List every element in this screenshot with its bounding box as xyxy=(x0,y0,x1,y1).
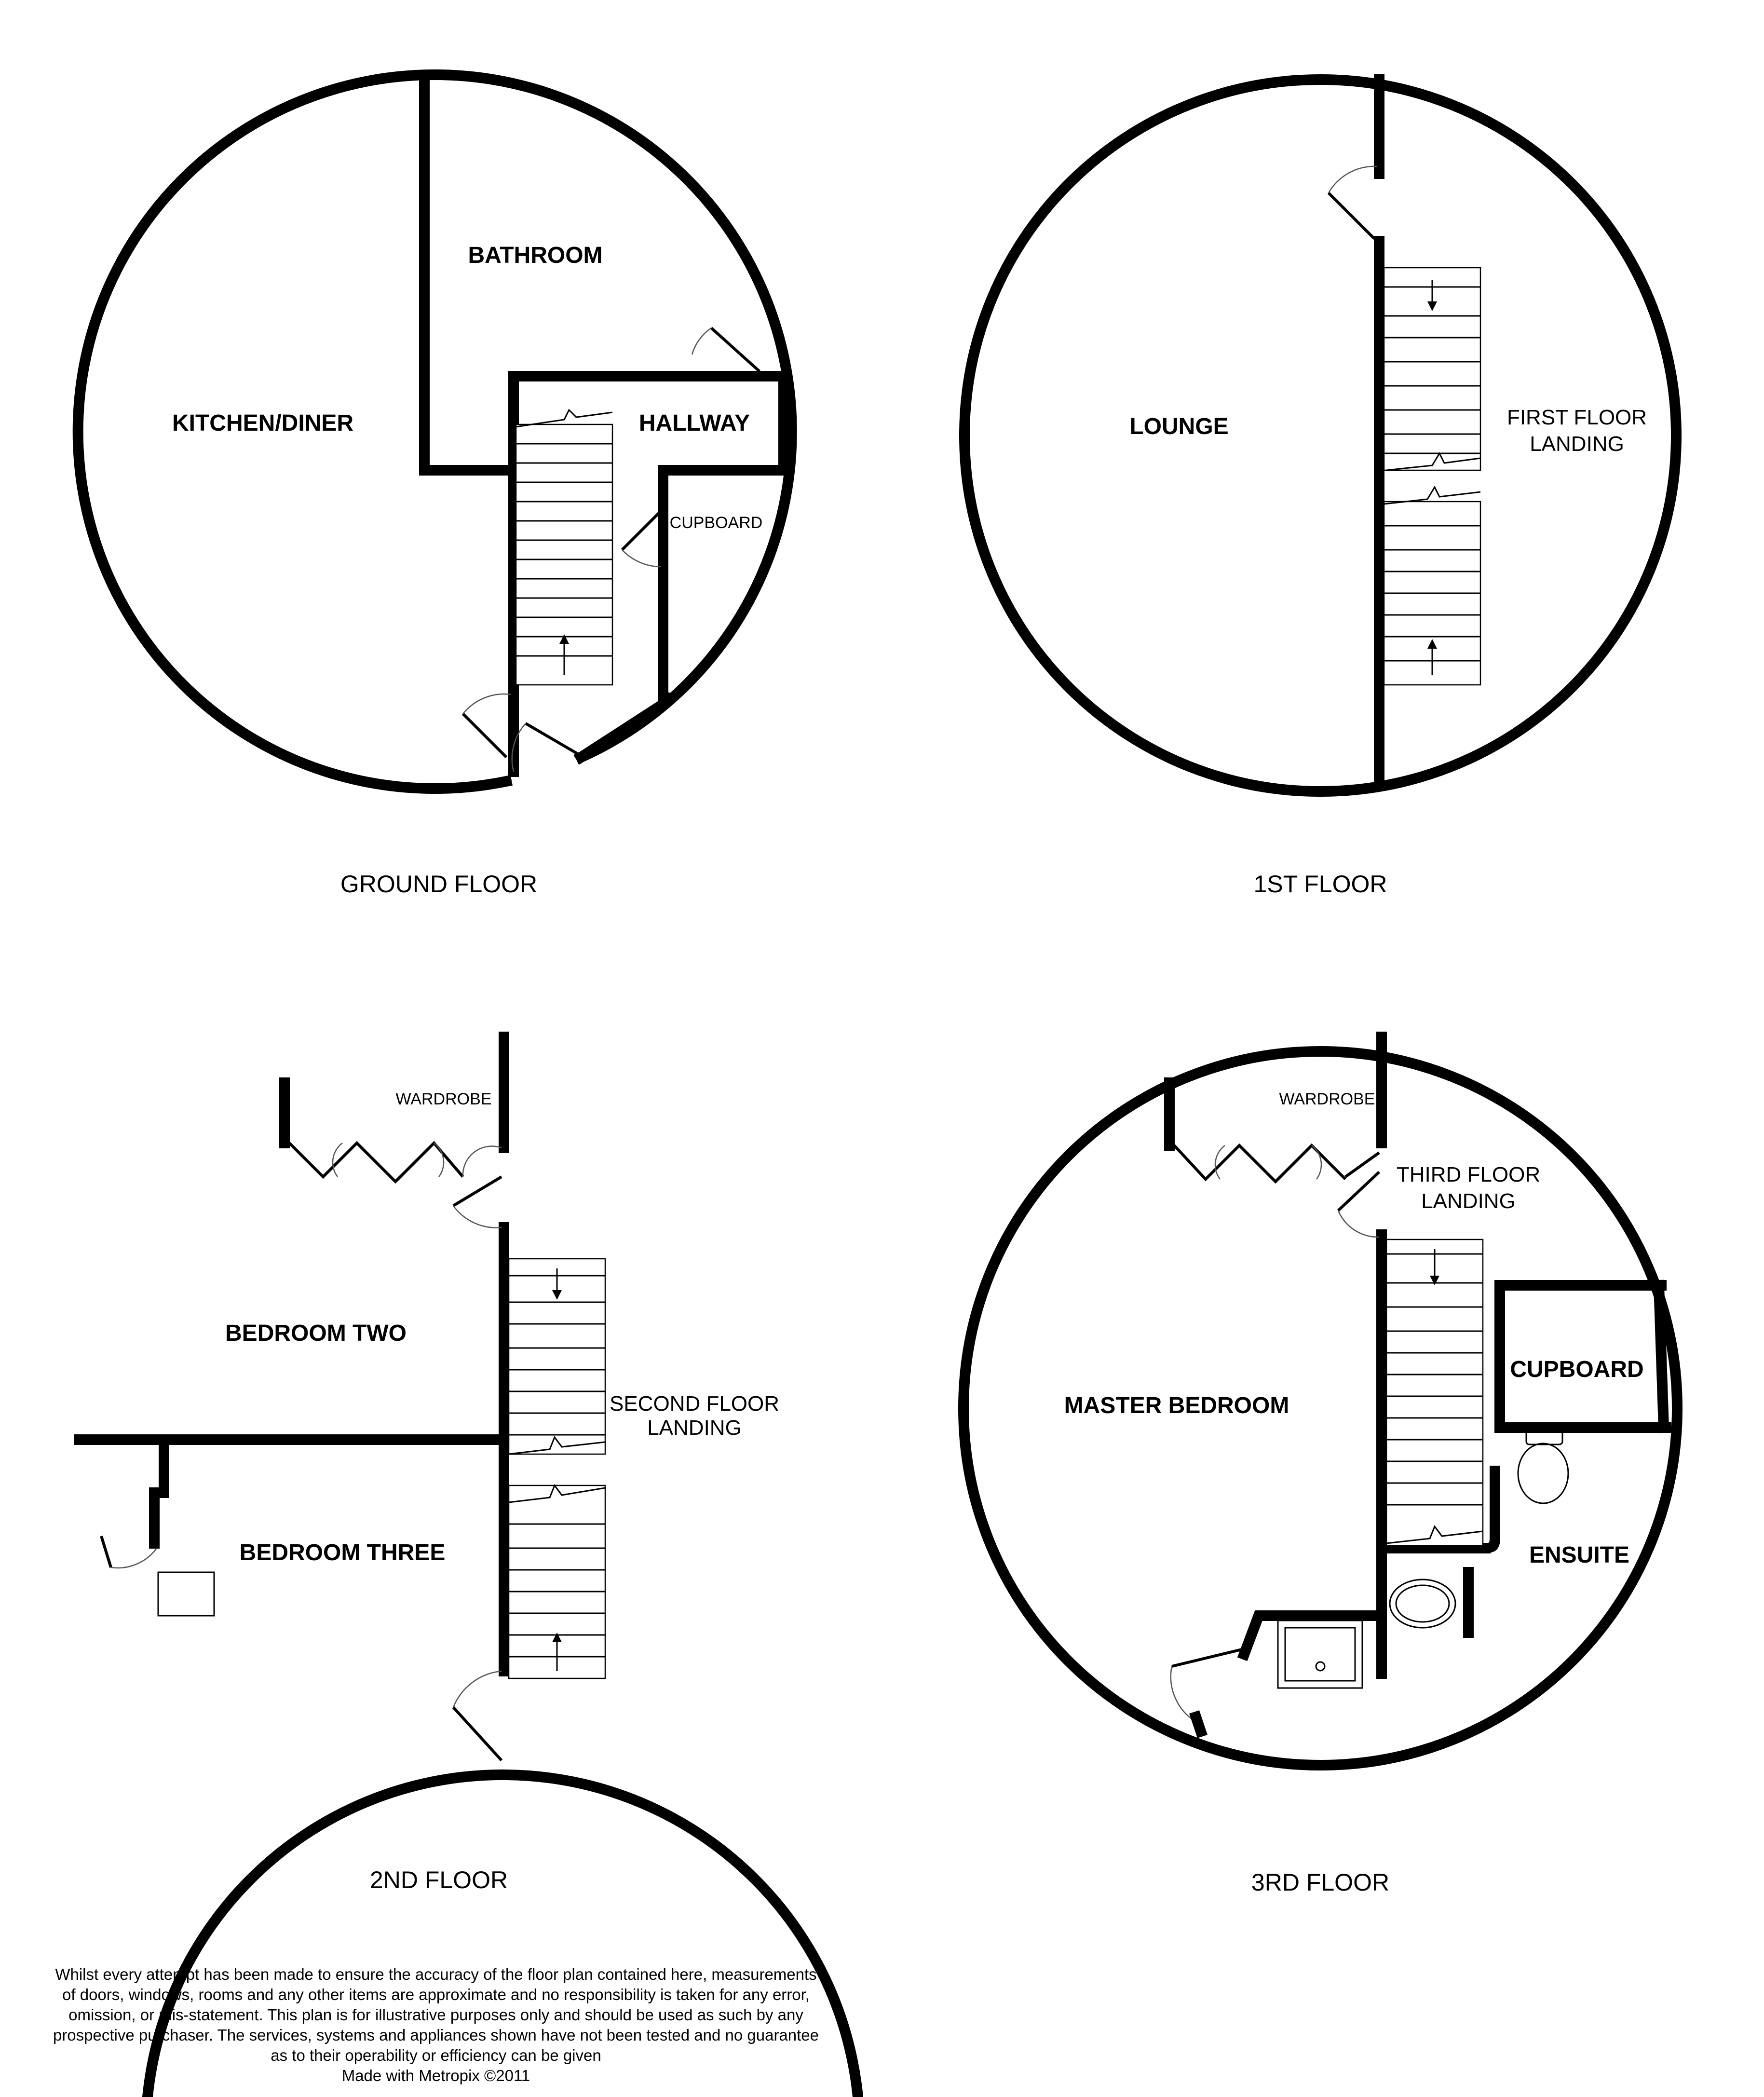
disclaimer-credit: Made with Metropix ©2011 xyxy=(341,2067,530,2084)
wardrobe-label-2: WARDROBE xyxy=(395,1090,492,1108)
lounge-label: LOUNGE xyxy=(1129,414,1229,439)
wardrobe-label-3: WARDROBE xyxy=(1279,1090,1375,1108)
disclaimer-line: prospective purchaser. The services, systems and appliances shown have not been tested and no guarantee xyxy=(53,2026,819,2044)
first-floor-plan xyxy=(964,80,1676,898)
kitchen-diner-label: KITCHEN/DINER xyxy=(172,410,354,436)
disclaimer-line: Whilst every attempt has been made to ensure the accuracy of the floor plan contained here, measurements xyxy=(55,1965,817,1983)
disclaimer-line: as to their operability or efficiency can be given xyxy=(271,2046,601,2064)
disclaimer-line: omission, or mis-statement. This plan is for illustrative purposes only and should be used as such by any xyxy=(68,2006,803,2024)
wardrobe-doors-2 xyxy=(289,1143,502,1182)
bedroom-two-label: BEDROOM TWO xyxy=(225,1321,407,1346)
disclaimer-line: of doors, windows, rooms and any other items are approximate and no responsibility is taken for any error, xyxy=(62,1986,810,2003)
bedroom-three-label: BEDROOM THREE xyxy=(239,1540,446,1566)
third-floor-plan xyxy=(963,1037,1677,1896)
ground-floor-plan xyxy=(78,75,792,898)
master-bedroom-label: MASTER BEDROOM xyxy=(1064,1393,1289,1418)
cupboard-label-3: CUPBOARD xyxy=(1510,1357,1644,1382)
second-floor-plan xyxy=(80,1037,860,2097)
second-floor-stairs xyxy=(509,1259,605,1678)
first-floor-stairs xyxy=(1384,268,1480,685)
second-floor-landing-label-1: SECOND FLOOR xyxy=(609,1392,780,1416)
second-floor-landing-label-2: LANDING xyxy=(647,1416,742,1440)
third-floor-title: 3RD FLOOR xyxy=(1251,1869,1390,1896)
third-floor-landing-label-2: LANDING xyxy=(1421,1189,1516,1213)
third-floor-stairs xyxy=(1386,1239,1483,1546)
ground-floor-title: GROUND FLOOR xyxy=(340,871,538,898)
disclaimer xyxy=(53,1965,819,2084)
cupboard-label: CUPBOARD xyxy=(669,514,763,532)
ensuite-label: ENSUITE xyxy=(1529,1542,1630,1568)
first-floor-landing-label-1: FIRST FLOOR xyxy=(1506,406,1647,429)
third-floor-landing-label-1: THIRD FLOOR xyxy=(1396,1163,1541,1186)
bathroom-label: BATHROOM xyxy=(468,243,603,268)
second-floor-title: 2ND FLOOR xyxy=(369,1866,508,1893)
hallway-label: HALLWAY xyxy=(638,410,750,436)
first-floor-title: 1ST FLOOR xyxy=(1253,871,1387,898)
ground-floor-stairs xyxy=(516,410,612,685)
first-floor-landing-label-2: LANDING xyxy=(1530,432,1624,456)
